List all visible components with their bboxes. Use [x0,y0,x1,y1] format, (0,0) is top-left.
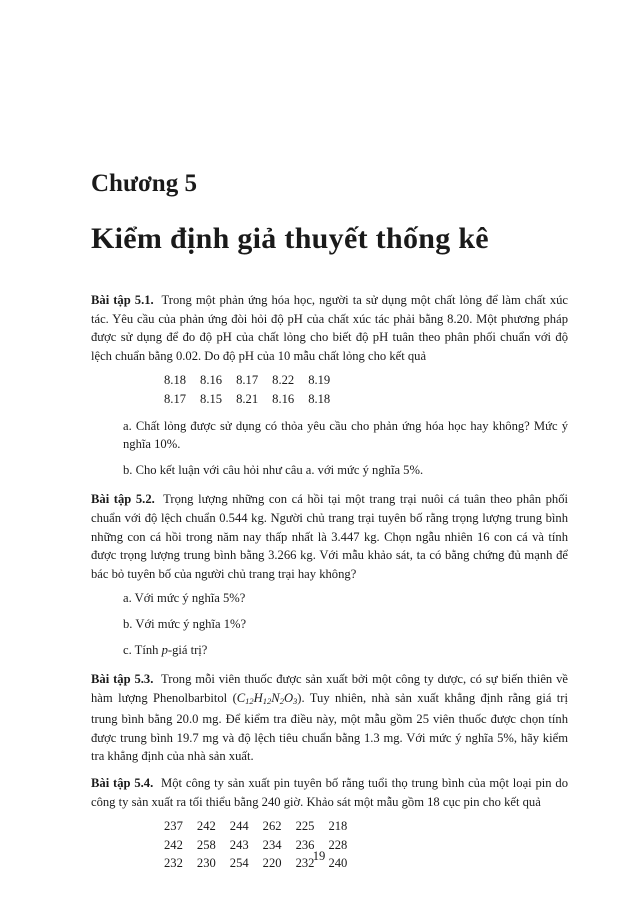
sub-question-a: a. Với mức ý nghĩa 5%? [123,591,246,606]
p-symbol: p [161,642,168,657]
table-cell: 218 [328,819,348,834]
ph-data-table [164,371,344,408]
table-cell: 236 [295,837,315,852]
table-cell: 8.22 [272,373,295,388]
exercise-label: Bài tập 5.2. [91,492,155,507]
table-cell: 8.21 [236,391,259,406]
chapter-number: Chương 5 [91,170,197,197]
sub-question-c: c. Tính p-giá trị? [123,642,208,657]
table-cell: 237 [164,819,183,834]
table-cell: 230 [196,856,216,871]
table-cell: 240 [328,856,348,871]
exercise-body-after: ). Tuy nhiên, nhà sản xuất khẳng định rằng giá trị trung bình bằng 20.0 mg. Để kiểm tra điều này, một mẫu gồm 25 viên thuốc được chọn tính được trung bình 19.7 mg và độ lệch tiêu chuẩn bằng 1.3 mg. Với mức ý nghĩa 5%, hãy kiểm tra khẳng định của nhà sản xuất. [91,690,568,764]
exercise-body-before: Trong mỗi viên thuốc được sản xuất bởi một công ty dược, có sự biến thiên về hàm lượng Phenolbarbitol ( [91,672,568,705]
exercise-text [91,291,568,365]
table-cell: 8.16 [200,373,223,388]
table-cell: 8.19 [308,373,331,388]
table-cell: 242 [196,819,216,834]
exercise-5-2 [91,490,568,659]
table-row [164,390,344,409]
table-cell: 8.17 [164,391,187,406]
table-cell: 232 [295,856,315,871]
table-cell: 220 [262,856,282,871]
table-cell: 234 [262,837,282,852]
exercise-5-1 [91,291,568,479]
exercise-text [91,670,568,766]
table-row [164,817,361,836]
table-cell: 242 [164,837,183,852]
table-cell: 254 [229,856,249,871]
sub-question-b: b. Cho kết luận với câu hỏi như câu a. với mức ý nghĩa 5%. [123,462,424,477]
table-row [164,371,344,390]
page-number: 19 [312,849,326,863]
table-cell: 243 [229,837,249,852]
table-cell: 8.18 [164,373,187,388]
table-cell: 8.15 [200,391,223,406]
exercise-body: Một công ty sản xuất pin tuyên bố rằng tuổi thọ trung bình của một loại pin do công ty sản xuất ra tối thiểu bằng 240 giờ. Khảo sát một mẫu gồm 18 cục pin cho kết quả [91,776,568,809]
exercise-text [91,774,568,811]
chapter-body [91,291,568,881]
table-cell: 232 [164,856,183,871]
battery-data-table [164,817,361,873]
exercise-body: Trong một phản ứng hóa học, người ta sử dụng một chất lỏng để làm chất xúc tác. Yêu cầu của phản ứng đòi hỏi độ pH của chất xúc tác phải bằng 8.20. Một phương pháp được sử dụng để đo độ pH của chất lỏng cho biết độ pH tuân theo phân phối chuẩn với độ lệch chuẩn bằng 0.02. Do độ pH của 10 mẫu chất lỏng cho kết quả [91,293,568,363]
exercise-5-3 [91,670,568,766]
table-cell: 8.17 [236,373,259,388]
chemical-formula: $C_{12}H_{12}N_2O_3$ [236,690,298,706]
exercise-label: Bài tập 5.4. [91,776,154,791]
table-cell: 228 [328,837,348,852]
exercise-label: Bài tập 5.3. [91,672,154,687]
table-cell: 262 [262,819,282,834]
table-cell: 8.16 [272,391,295,406]
table-cell: 258 [196,837,216,852]
exercise-text [91,490,568,583]
table-cell: 225 [295,819,315,834]
sub-question-a: a. Chất lỏng được sử dụng có thỏa yêu cầu cho phản ứng hóa học hay không? Mức ý nghĩa 10%. [123,418,568,452]
sub-question-b: b. Với mức ý nghĩa 1%? [123,616,247,631]
table-cell: 8.18 [308,391,331,406]
chapter-title: Kiểm định giả thuyết thống kê [91,222,489,255]
exercise-label: Bài tập 5.1. [91,293,154,307]
exercise-body: Trọng lượng những con cá hồi tại một trang trại nuôi cá tuân theo phân phối chuẩn với độ lệch chuẩn 0.544 kg. Người chủ trang trại tuyên bố rằng trọng lượng trung bình những con cá hồi trong năm nay thấp nhất là 3.447 kg. Chọn ngẫu nhiên 16 con cá và tính được trọng lượng trung bình bằng 3.266 kg. Với mẫu khảo sát, ta có bằng chứng đủ mạnh để bác bỏ tuyên bố của người chủ trang trại hay không? [91,492,569,581]
table-cell: 244 [229,819,249,834]
